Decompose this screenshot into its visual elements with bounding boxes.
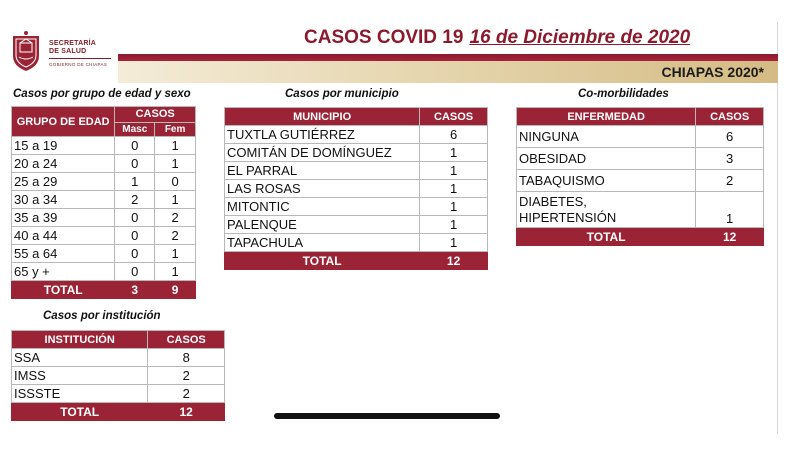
total-row <box>12 403 225 421</box>
page-title <box>304 27 690 53</box>
state-label: CHIAPAS 2020* <box>661 64 764 80</box>
institution-name: ISSSTE <box>12 385 148 403</box>
male-count: 1 <box>115 173 155 191</box>
municipality-name: PALENQUE <box>225 216 420 234</box>
table-row <box>517 192 764 228</box>
male-count: 0 <box>115 209 155 227</box>
disease-cases: 6 <box>696 126 764 148</box>
male-count: 0 <box>115 227 155 245</box>
institution-cases: 2 <box>148 385 225 403</box>
municipality-name: COMITÁN DE DOMÍNGUEZ <box>225 144 420 162</box>
table-row <box>517 148 764 170</box>
table-row <box>12 155 196 173</box>
table-row <box>12 349 225 367</box>
table-row <box>12 385 225 403</box>
total-row <box>517 228 764 246</box>
municipality-name: EL PARRAL <box>225 162 420 180</box>
age-group: 15 a 19 <box>12 137 115 155</box>
age-group: 20 a 24 <box>12 155 115 173</box>
female-count: 1 <box>155 191 196 209</box>
male-count: 0 <box>115 155 155 173</box>
municipality-cases: 1 <box>420 234 488 252</box>
disease-name <box>517 192 696 228</box>
municipality-name: MITONTIC <box>225 198 420 216</box>
total-row <box>225 252 488 270</box>
logo-text: SECRETARÍA DE SALUD <box>49 40 96 55</box>
total-label: TOTAL <box>517 228 696 246</box>
institution-title: Casos por institución <box>43 310 161 322</box>
table-row <box>225 198 488 216</box>
age-sex-table <box>11 106 196 299</box>
col-institution: INSTITUCIÓN <box>12 331 148 349</box>
institution-cases: 2 <box>148 367 225 385</box>
male-count: 2 <box>115 191 155 209</box>
table-row <box>12 367 225 385</box>
disease-name-line1: DIABETES, <box>519 193 587 209</box>
disease-name: NINGUNA <box>517 126 696 148</box>
table-row <box>517 126 764 148</box>
col-cases: CASOS <box>696 108 764 126</box>
age-group: 25 a 29 <box>12 173 115 191</box>
table-row <box>225 234 488 252</box>
table-row <box>225 126 488 144</box>
institution-name: IMSS <box>12 367 148 385</box>
table-row <box>12 173 196 191</box>
female-count: 1 <box>155 137 196 155</box>
table-row <box>225 180 488 198</box>
home-indicator[interactable] <box>274 413 500 419</box>
total-row <box>12 281 196 299</box>
table-row <box>12 191 196 209</box>
municipality-name: TAPACHULA <box>225 234 420 252</box>
age-group: 40 a 44 <box>12 227 115 245</box>
institution-table <box>11 330 225 421</box>
municipality-cases: 6 <box>420 126 488 144</box>
disease-name: TABAQUISMO <box>517 170 696 192</box>
comorbidity-title: Co-morbilidades <box>578 88 669 100</box>
institution-name: SSA <box>12 349 148 367</box>
female-count: 1 <box>155 245 196 263</box>
title-text: CASOS COVID 19 <box>304 27 464 48</box>
table-row <box>517 170 764 192</box>
disease-name-line2: HIPERTENSIÓN <box>519 209 617 225</box>
state-banner <box>118 61 778 83</box>
total-cases: 12 <box>420 252 488 270</box>
col-cases: CASOS <box>115 107 196 123</box>
title-date: 16 de Diciembre de 2020 <box>469 27 691 48</box>
table-row <box>12 263 196 281</box>
male-count: 0 <box>115 263 155 281</box>
col-cases: CASOS <box>420 108 488 126</box>
female-count: 1 <box>155 155 196 173</box>
table-row <box>225 216 488 234</box>
total-female: 9 <box>155 281 196 299</box>
logo-subtext: GOBIERNO DE CHIAPAS <box>49 62 108 67</box>
female-count: 2 <box>155 227 196 245</box>
municipality-cases: 1 <box>420 216 488 234</box>
institution-cases: 8 <box>148 349 225 367</box>
female-count: 0 <box>155 173 196 191</box>
municipality-cases: 1 <box>420 180 488 198</box>
table-row <box>12 227 196 245</box>
age-group: 30 a 34 <box>12 191 115 209</box>
municipality-name: TUXTLA GUTIÉRREZ <box>225 126 420 144</box>
age-sex-title: Casos por grupo de edad y sexo <box>13 88 191 100</box>
total-cases: 12 <box>696 228 764 246</box>
col-age-group: GRUPO DE EDAD <box>12 107 115 137</box>
age-group: 55 a 64 <box>12 245 115 263</box>
table-row <box>225 162 488 180</box>
col-cases: CASOS <box>148 331 225 349</box>
col-municipality: MUNICIPIO <box>225 108 420 126</box>
female-count: 2 <box>155 209 196 227</box>
col-disease: ENFERMEDAD <box>517 108 696 126</box>
male-count: 0 <box>115 137 155 155</box>
age-group: 65 y + <box>12 263 115 281</box>
header-maroon-bar <box>118 54 778 61</box>
disease-name: OBESIDAD <box>517 148 696 170</box>
table-row <box>12 137 196 155</box>
total-cases: 12 <box>148 403 225 421</box>
male-count: 0 <box>115 245 155 263</box>
disease-cases: 1 <box>696 192 764 228</box>
total-label: TOTAL <box>12 403 148 421</box>
table-row <box>225 144 488 162</box>
municipality-table <box>224 107 488 270</box>
logo-divider <box>49 58 111 59</box>
disease-cases: 3 <box>696 148 764 170</box>
disease-cases: 2 <box>696 170 764 192</box>
total-label: TOTAL <box>12 281 115 299</box>
municipality-title: Casos por municipio <box>285 88 399 100</box>
chiapas-seal-icon <box>10 30 42 72</box>
municipality-cases: 1 <box>420 144 488 162</box>
total-male: 3 <box>115 281 155 299</box>
table-row <box>12 209 196 227</box>
age-group: 35 a 39 <box>12 209 115 227</box>
col-male: Masc <box>115 123 155 137</box>
municipality-cases: 1 <box>420 198 488 216</box>
total-label: TOTAL <box>225 252 420 270</box>
col-female: Fem <box>155 123 196 137</box>
table-row <box>12 245 196 263</box>
municipality-name: LAS ROSAS <box>225 180 420 198</box>
municipality-cases: 1 <box>420 162 488 180</box>
comorbidity-table <box>516 107 764 246</box>
female-count: 1 <box>155 263 196 281</box>
